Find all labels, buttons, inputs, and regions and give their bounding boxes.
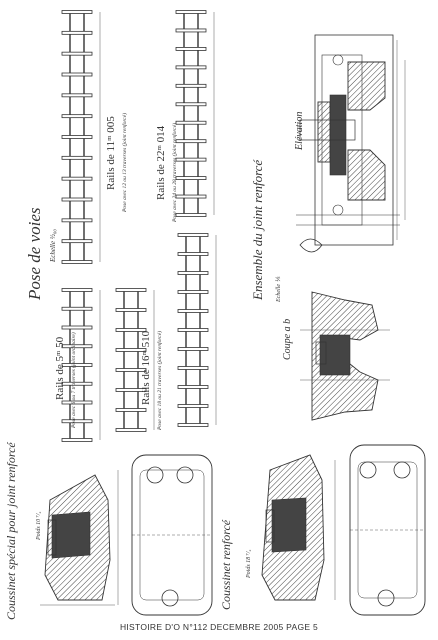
sleeper	[116, 429, 146, 432]
sleeper	[178, 386, 208, 389]
sleeper	[62, 198, 92, 201]
sleeper	[176, 66, 206, 69]
coussinet-renforce-elevation	[262, 455, 335, 600]
sleeper	[62, 439, 92, 442]
track-plan-11-005	[62, 11, 100, 264]
track-subtitle-5-50: Pose avec 6 ou 7 traverses (joint ordinaire)	[71, 332, 77, 428]
sleeper	[62, 136, 92, 139]
sleeper	[62, 289, 92, 292]
coupe-ab-drawing	[300, 292, 390, 420]
track-subtitle-22-014: Pose avec 24 ou 28 traverses (joint renforcé)	[172, 122, 178, 222]
sleeper	[178, 405, 208, 408]
sleeper	[62, 115, 92, 118]
sleeper	[116, 309, 146, 312]
page-footer: HISTOIRE D'O N°112 DECEMBRE 2005 PAGE 5	[119, 622, 319, 632]
coussinet-renforce-weight: Poids 18 ⁷/₄	[246, 549, 252, 578]
track-title-22-014: Rails de 22ᵐ 014	[155, 125, 167, 200]
sleeper	[116, 289, 146, 292]
sleeper	[62, 11, 92, 14]
coussinet-special-elevation	[40, 470, 118, 605]
sleeper	[62, 52, 92, 55]
sleeper	[62, 261, 92, 264]
coupe-title: Coupe a b	[282, 318, 293, 360]
sleeper	[176, 29, 206, 32]
ensemble-joint-title: Ensemble du joint renforcé	[250, 159, 265, 300]
pose-de-voies-scale: Echelle ½₀₀	[49, 229, 57, 262]
sleeper	[176, 140, 206, 143]
sleeper	[176, 103, 206, 106]
sleeper	[178, 310, 208, 313]
sleeper	[116, 409, 146, 412]
sleeper	[62, 177, 92, 180]
sleeper	[178, 424, 208, 427]
pose-de-voies-title: Pose de voies	[25, 207, 44, 300]
sleeper	[178, 272, 208, 275]
track-plan-16-510	[178, 234, 216, 427]
sleeper	[62, 156, 92, 159]
sleeper	[176, 84, 206, 87]
track-title-16-510: Rails de 16ᵐ 510	[140, 330, 152, 405]
ensemble-joint-scale: Echelle ⅕	[276, 276, 282, 302]
coussinet-special-weight: Poids 10 ⁷/₄	[36, 511, 42, 540]
sleeper	[176, 195, 206, 198]
sleeper	[62, 31, 92, 34]
sleeper	[178, 253, 208, 256]
track-plan-22-014	[176, 11, 214, 217]
sleeper	[62, 345, 92, 348]
sleeper	[62, 364, 92, 367]
sleeper	[62, 382, 92, 385]
coussinet-special-plan	[132, 455, 212, 615]
track-plan-5-50	[62, 289, 100, 442]
sleeper	[62, 401, 92, 404]
elevation-title: Elévation	[294, 111, 305, 150]
sleeper	[62, 94, 92, 97]
track-title-5-50: Rails de 5ᵐ 50	[54, 336, 66, 400]
sleeper	[176, 11, 206, 14]
sleeper	[62, 420, 92, 423]
sleeper	[178, 329, 208, 332]
sleeper	[178, 234, 208, 237]
sleeper	[62, 307, 92, 310]
sleeper	[178, 291, 208, 294]
coussinet-renforce-plan	[350, 445, 425, 615]
sleeper	[62, 219, 92, 222]
sleeper	[178, 367, 208, 370]
track-subtitle-11-005: Pose avec 12 ou 13 traverses (joint renforcé)	[122, 112, 128, 212]
sleeper	[176, 47, 206, 50]
track-title-11-005: Rails de 11ᵐ 005	[105, 116, 117, 190]
sleeper	[62, 326, 92, 329]
sleeper	[62, 73, 92, 76]
track-subtitle-16-510: Pose avec 18 ou 21 traverses (joint renforcé)	[157, 330, 163, 430]
coussinet-special-title: Coussinet spécial pour joint renforcé	[4, 442, 18, 620]
sleeper	[176, 121, 206, 124]
sleeper	[62, 240, 92, 243]
sleeper	[178, 348, 208, 351]
sleeper	[176, 158, 206, 161]
coussinet-renforce-title: Coussinet renforcé	[219, 519, 233, 610]
elevation-drawing	[296, 35, 405, 252]
sleeper	[176, 214, 206, 217]
sleeper	[176, 177, 206, 180]
